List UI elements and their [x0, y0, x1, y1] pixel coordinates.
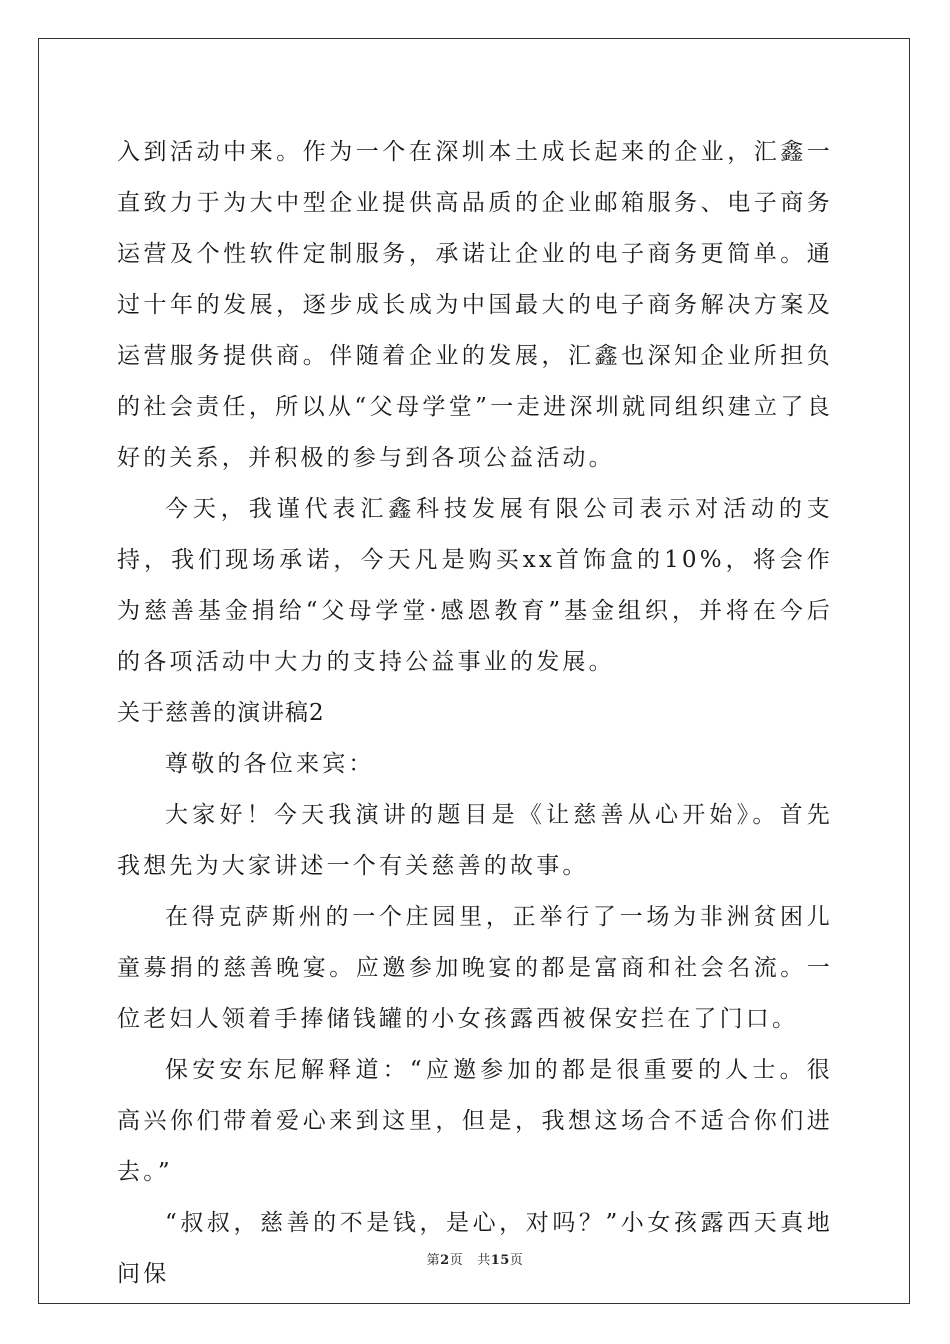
current-page-number: 2	[440, 1253, 450, 1268]
paragraph-guard-quote: 保安安东尼解释道：“应邀参加的都是很重要的人士。很高兴你们带着爱心来到这里，但是，我想这场合不适合你们进去。”	[117, 1057, 833, 1185]
paragraph-continuation: 入到活动中来。作为一个在深圳本土成长起来的企业，汇鑫一直致力于为大中型企业提供高品质的企业邮箱服务、电子商务运营及个性软件定制服务，承诺让企业的电子商务更简单。通过十年的发展，逐步成长成为中国最大的电子商务解决方案及运营服务提供商。伴随着企业的发展，汇鑫也深知企业所担负的社会责任，所以从“父母学堂”一走进深圳就同组织建立了良好的关系，并积极的参与到各项公益活动。	[117, 139, 833, 471]
page-suffix: 页	[449, 1253, 464, 1268]
section-heading: 关于慈善的演讲稿2	[117, 700, 325, 726]
page-footer	[0, 1249, 950, 1268]
paragraph-company-pledge: 今天，我谨代表汇鑫科技发展有限公司表示对活动的支持，我们现场承诺，今天凡是购买xx首饰盒的10%，将会作为慈善基金捐给“父母学堂·感恩教育”基金组织，并将在今后的各项活动中大力的支持公益事业的发展。	[117, 496, 833, 675]
paragraph-salutation: 尊敬的各位来宾：	[165, 751, 375, 777]
paragraph-greeting: 大家好！今天我演讲的题目是《让慈善从心开始》。首先我想先为大家讲述一个有关慈善的故事。	[117, 802, 833, 879]
document-body	[117, 127, 833, 1300]
total-prefix: 共	[477, 1253, 491, 1268]
paragraph-story-intro: 在得克萨斯州的一个庄园里，正举行了一场为非洲贫困儿童募捐的慈善晚宴。应邀参加晚宴的都是富商和社会名流。一位老妇人领着手捧储钱罐的小女孩露西被保安拦在了门口。	[117, 904, 833, 1032]
page-prefix: 第	[426, 1253, 441, 1268]
total-suffix: 页	[509, 1253, 524, 1268]
paragraph-girl-quote: “叔叔，慈善的不是钱，是心，对吗？”小女孩露西天真地问保	[117, 1210, 833, 1287]
total-pages-number: 15	[490, 1253, 510, 1268]
